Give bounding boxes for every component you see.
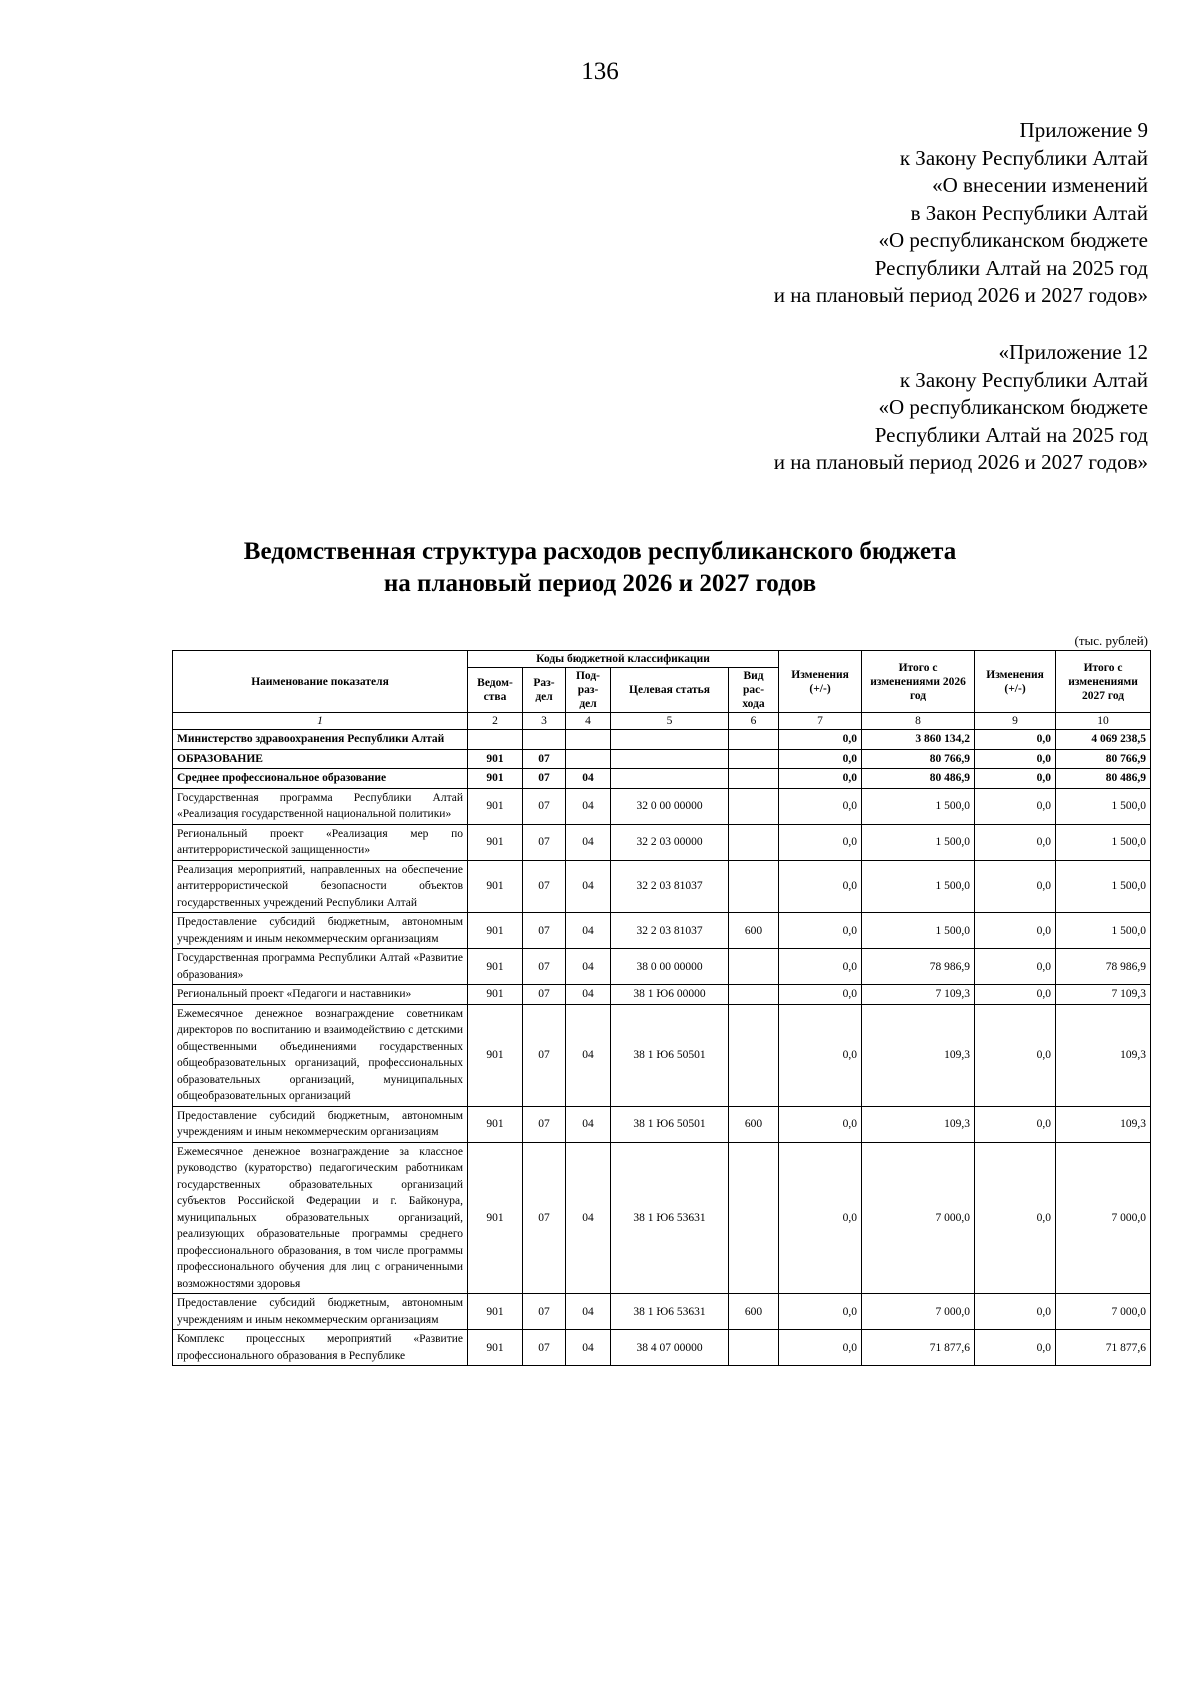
cell-target	[611, 730, 729, 750]
cell-total-2026: 80 486,9	[862, 769, 975, 789]
cell-changes-2026: 0,0	[779, 769, 862, 789]
header-section: Раз-дел	[523, 668, 566, 713]
column-number: 9	[975, 713, 1056, 730]
cell-name: ОБРАЗОВАНИЕ	[173, 749, 468, 769]
table-body	[173, 730, 1151, 1366]
appendix-line: Республики Алтай на 2025 год	[874, 422, 1148, 447]
cell-dept: 901	[468, 824, 523, 860]
cell-total-2027: 109,3	[1056, 1004, 1151, 1106]
cell-target: 38 1 Ю6 00000	[611, 985, 729, 1005]
table-row	[173, 1004, 1151, 1106]
cell-total-2027: 1 500,0	[1056, 824, 1151, 860]
cell-name: Государственная программа Республики Алтай «Реализация государственной национальной политики»	[173, 788, 468, 824]
cell-target	[611, 769, 729, 789]
cell-name: Предоставление субсидий бюджетным, автономным учреждениям и иным некоммерческим организациям	[173, 913, 468, 949]
cell-total-2027: 7 109,3	[1056, 985, 1151, 1005]
cell-dept: 901	[468, 1142, 523, 1294]
appendix-line: к Закону Республики Алтай	[899, 367, 1148, 392]
cell-expense-type	[729, 788, 779, 824]
cell-total-2027: 80 486,9	[1056, 769, 1151, 789]
cell-target: 38 1 Ю6 50501	[611, 1106, 729, 1142]
cell-changes-2027: 0,0	[975, 730, 1056, 750]
appendix-line: к Закону Республики Алтай	[899, 145, 1148, 170]
cell-target: 38 1 Ю6 53631	[611, 1294, 729, 1330]
cell-dept: 901	[468, 949, 523, 985]
table-row	[173, 824, 1151, 860]
cell-expense-type: 600	[729, 1294, 779, 1330]
header-expense-type: Вид рас-хода	[729, 668, 779, 713]
cell-dept: 901	[468, 749, 523, 769]
header-name: Наименование показателя	[173, 651, 468, 713]
cell-changes-2026: 0,0	[779, 913, 862, 949]
cell-total-2027: 109,3	[1056, 1106, 1151, 1142]
column-number: 1	[173, 713, 468, 730]
header-changes-2027: Изменения (+/-)	[975, 651, 1056, 713]
cell-total-2027: 1 500,0	[1056, 788, 1151, 824]
cell-changes-2026: 0,0	[779, 730, 862, 750]
cell-subsection: 04	[566, 860, 611, 913]
table-row	[173, 749, 1151, 769]
table-row	[173, 1294, 1151, 1330]
cell-changes-2026: 0,0	[779, 1004, 862, 1106]
cell-changes-2027: 0,0	[975, 788, 1056, 824]
cell-expense-type	[729, 749, 779, 769]
header-target: Целевая статья	[611, 668, 729, 713]
column-number-row	[173, 713, 1151, 730]
cell-total-2027: 7 000,0	[1056, 1294, 1151, 1330]
column-number: 10	[1056, 713, 1151, 730]
cell-section: 07	[523, 1294, 566, 1330]
cell-changes-2027: 0,0	[975, 1142, 1056, 1294]
cell-target: 38 1 Ю6 53631	[611, 1142, 729, 1294]
cell-total-2026: 1 500,0	[862, 913, 975, 949]
column-number: 8	[862, 713, 975, 730]
cell-subsection: 04	[566, 985, 611, 1005]
cell-changes-2026: 0,0	[779, 788, 862, 824]
cell-changes-2027: 0,0	[975, 769, 1056, 789]
table-row	[173, 1142, 1151, 1294]
cell-name: Ежемесячное денежное вознаграждение за классное руководство (кураторство) педагогическим работникам государственных образовательных организаций субъектов Российской Федерации и г. Байконура, муниципальных образовательных организаций, реализующих образовательные программы среднего профессионального образования, в том числе программы профессионального обучения для лиц с ограниченными возможностями здоровья	[173, 1142, 468, 1294]
cell-total-2026: 71 877,6	[862, 1330, 975, 1366]
cell-dept: 901	[468, 1330, 523, 1366]
cell-total-2026: 1 500,0	[862, 788, 975, 824]
cell-changes-2027: 0,0	[975, 1330, 1056, 1366]
appendix-line: и на плановый период 2026 и 2027 годов»	[773, 283, 1148, 307]
header-codes-group: Коды бюджетной классификации	[468, 651, 779, 668]
header-total-2026: Итого с изменениями 2026 год	[862, 651, 975, 713]
header-subsection: Под-раз-дел	[566, 668, 611, 713]
cell-target: 38 4 07 00000	[611, 1330, 729, 1366]
cell-total-2026: 109,3	[862, 1004, 975, 1106]
appendix-line: «О республиканском бюджете	[878, 228, 1148, 252]
cell-dept: 901	[468, 913, 523, 949]
cell-name: Ежемесячное денежное вознаграждение советникам директоров по воспитанию и взаимодействию с детскими общественными объединениями государственных общеобразовательных организаций, профессиональных образовательных организаций, муниципальных общеобразовательных организаций	[173, 1004, 468, 1106]
appendix-12-header	[774, 339, 1148, 477]
cell-name: Региональный проект «Реализация мер по антитеррористической защищенности»	[173, 824, 468, 860]
cell-total-2027: 80 766,9	[1056, 749, 1151, 769]
cell-section: 07	[523, 985, 566, 1005]
cell-dept: 901	[468, 1294, 523, 1330]
cell-total-2026: 1 500,0	[862, 860, 975, 913]
header-dept: Ведом-ства	[468, 668, 523, 713]
cell-subsection: 04	[566, 949, 611, 985]
cell-subsection: 04	[566, 1004, 611, 1106]
cell-changes-2027: 0,0	[975, 1004, 1056, 1106]
table-row	[173, 769, 1151, 789]
cell-section: 07	[523, 749, 566, 769]
cell-section: 07	[523, 1004, 566, 1106]
cell-subsection: 04	[566, 769, 611, 789]
cell-subsection: 04	[566, 1330, 611, 1366]
cell-changes-2026: 0,0	[779, 1142, 862, 1294]
cell-subsection: 04	[566, 913, 611, 949]
cell-total-2026: 109,3	[862, 1106, 975, 1142]
cell-total-2026: 80 766,9	[862, 749, 975, 769]
cell-expense-type	[729, 769, 779, 789]
appendix-line: и на плановый период 2026 и 2027 годов»	[773, 450, 1148, 474]
appendix-line: в Закон Республики Алтай	[910, 200, 1148, 225]
cell-changes-2027: 0,0	[975, 1106, 1056, 1142]
units-note: (тыс. рублей)	[1074, 633, 1148, 648]
appendix-line: Приложение 9	[1019, 118, 1148, 142]
cell-changes-2026: 0,0	[779, 824, 862, 860]
cell-section: 07	[523, 788, 566, 824]
cell-target: 32 0 00 00000	[611, 788, 729, 824]
cell-dept: 901	[468, 1106, 523, 1142]
cell-subsection: 04	[566, 1142, 611, 1294]
table-row	[173, 985, 1151, 1005]
cell-target	[611, 749, 729, 769]
cell-changes-2027: 0,0	[975, 985, 1056, 1005]
cell-changes-2027: 0,0	[975, 749, 1056, 769]
cell-expense-type	[729, 949, 779, 985]
cell-expense-type	[729, 730, 779, 750]
cell-changes-2027: 0,0	[975, 913, 1056, 949]
cell-section: 07	[523, 860, 566, 913]
cell-subsection: 04	[566, 824, 611, 860]
cell-changes-2026: 0,0	[779, 860, 862, 913]
cell-section: 07	[523, 913, 566, 949]
cell-total-2027: 7 000,0	[1056, 1142, 1151, 1294]
table-row	[173, 730, 1151, 750]
cell-subsection: 04	[566, 788, 611, 824]
table-row	[173, 788, 1151, 824]
cell-dept: 901	[468, 985, 523, 1005]
cell-total-2027: 71 877,6	[1056, 1330, 1151, 1366]
cell-name: Комплекс процессных мероприятий «Развитие профессионального образования в Республике	[173, 1330, 468, 1366]
cell-total-2026: 1 500,0	[862, 824, 975, 860]
page-number: 136	[581, 58, 619, 85]
cell-name: Государственная программа Республики Алтай «Развитие образования»	[173, 949, 468, 985]
cell-name: Предоставление субсидий бюджетным, автономным учреждениям и иным некоммерческим организациям	[173, 1106, 468, 1142]
document-title	[0, 536, 1200, 600]
cell-name: Региональный проект «Педагоги и наставники»	[173, 985, 468, 1005]
cell-changes-2026: 0,0	[779, 1294, 862, 1330]
cell-changes-2027: 0,0	[975, 949, 1056, 985]
cell-expense-type	[729, 1004, 779, 1106]
column-number: 2	[468, 713, 523, 730]
cell-target: 32 2 03 81037	[611, 860, 729, 913]
cell-total-2026: 78 986,9	[862, 949, 975, 985]
cell-dept: 901	[468, 860, 523, 913]
column-number: 4	[566, 713, 611, 730]
cell-expense-type	[729, 1330, 779, 1366]
appendix-9-header	[774, 117, 1148, 310]
cell-subsection: 04	[566, 1294, 611, 1330]
cell-subsection: 04	[566, 1106, 611, 1142]
cell-expense-type	[729, 860, 779, 913]
cell-section: 07	[523, 949, 566, 985]
cell-changes-2026: 0,0	[779, 749, 862, 769]
cell-expense-type	[729, 824, 779, 860]
column-number: 3	[523, 713, 566, 730]
header-total-2027: Итого с изменениями 2027 год	[1056, 651, 1151, 713]
cell-name: Реализация мероприятий, направленных на обеспечение антитеррористической безопасности объектов государственных учреждений Республики Алтай	[173, 860, 468, 913]
cell-name: Министерство здравоохранения Республики Алтай	[173, 730, 468, 750]
column-number: 7	[779, 713, 862, 730]
cell-total-2027: 1 500,0	[1056, 913, 1151, 949]
cell-changes-2027: 0,0	[975, 824, 1056, 860]
budget-table	[172, 650, 1151, 1366]
cell-section: 07	[523, 1106, 566, 1142]
cell-expense-type: 600	[729, 1106, 779, 1142]
cell-total-2027: 4 069 238,5	[1056, 730, 1151, 750]
cell-dept	[468, 730, 523, 750]
appendix-line: «О республиканском бюджете	[878, 395, 1148, 419]
cell-changes-2026: 0,0	[779, 1330, 862, 1366]
cell-name: Предоставление субсидий бюджетным, автономным учреждениям и иным некоммерческим организациям	[173, 1294, 468, 1330]
cell-subsection	[566, 730, 611, 750]
cell-section	[523, 730, 566, 750]
cell-dept: 901	[468, 788, 523, 824]
cell-dept: 901	[468, 1004, 523, 1106]
cell-subsection	[566, 749, 611, 769]
cell-total-2026: 7 000,0	[862, 1142, 975, 1294]
cell-changes-2026: 0,0	[779, 1106, 862, 1142]
table-row	[173, 1330, 1151, 1366]
cell-target: 32 2 03 81037	[611, 913, 729, 949]
cell-section: 07	[523, 769, 566, 789]
cell-section: 07	[523, 824, 566, 860]
cell-target: 38 1 Ю6 50501	[611, 1004, 729, 1106]
header-row-1	[173, 651, 1151, 668]
column-number: 5	[611, 713, 729, 730]
document-title-line: Ведомственная структура расходов республиканского бюджета	[243, 538, 957, 565]
cell-total-2026: 7 000,0	[862, 1294, 975, 1330]
table-row	[173, 949, 1151, 985]
cell-total-2026: 7 109,3	[862, 985, 975, 1005]
cell-total-2027: 1 500,0	[1056, 860, 1151, 913]
cell-dept: 901	[468, 769, 523, 789]
cell-target: 38 0 00 00000	[611, 949, 729, 985]
appendix-line: «Приложение 12	[998, 340, 1148, 364]
column-number: 6	[729, 713, 779, 730]
cell-section: 07	[523, 1330, 566, 1366]
cell-total-2026: 3 860 134,2	[862, 730, 975, 750]
cell-expense-type: 600	[729, 913, 779, 949]
table-row	[173, 1106, 1151, 1142]
cell-changes-2026: 0,0	[779, 949, 862, 985]
cell-expense-type	[729, 985, 779, 1005]
appendix-line: «О внесении изменений	[932, 173, 1148, 197]
cell-changes-2027: 0,0	[975, 1294, 1056, 1330]
appendix-line: Республики Алтай на 2025 год	[874, 255, 1148, 280]
cell-name: Среднее профессиональное образование	[173, 769, 468, 789]
cell-section: 07	[523, 1142, 566, 1294]
table-row	[173, 860, 1151, 913]
cell-changes-2026: 0,0	[779, 985, 862, 1005]
cell-expense-type	[729, 1142, 779, 1294]
cell-total-2027: 78 986,9	[1056, 949, 1151, 985]
table-row	[173, 913, 1151, 949]
cell-target: 32 2 03 00000	[611, 824, 729, 860]
cell-changes-2027: 0,0	[975, 860, 1056, 913]
header-changes-2026: Изменения (+/-)	[779, 651, 862, 713]
document-title-line: на плановый период 2026 и 2027 годов	[383, 570, 817, 597]
